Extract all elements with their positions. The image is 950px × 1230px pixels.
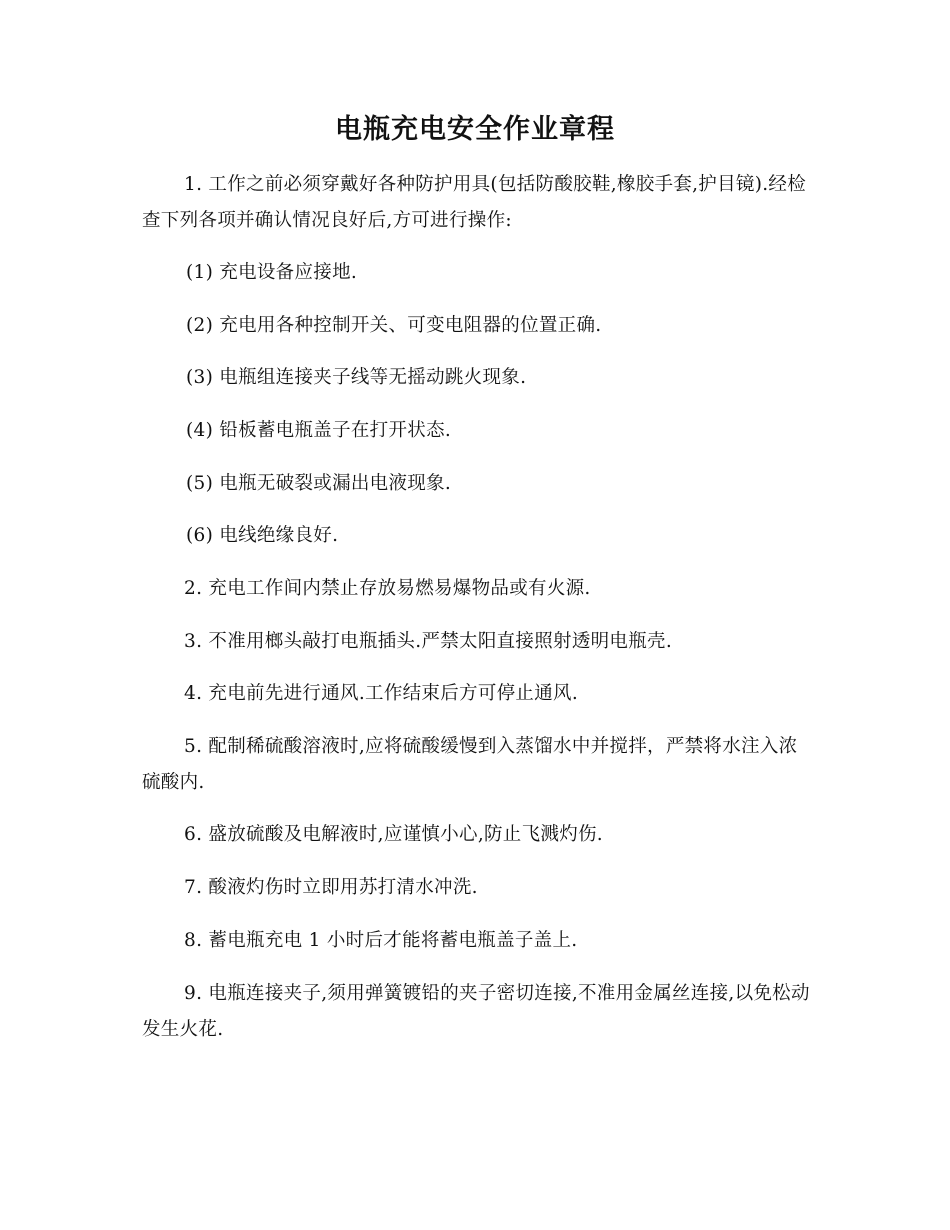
page-title: 电瓶充电安全作业章程 xyxy=(335,114,615,145)
sub-item-5: (5) 电瓶无破裂或漏出电液现象. xyxy=(186,473,452,494)
sub-item-4: (4) 铅板蓄电瓶盖子在打开状态. xyxy=(186,420,452,441)
paragraph-7: 7. 酸液灼伤时立即用苏打清水冲洗. xyxy=(184,877,478,898)
paragraph-6: 6. 盛放硫酸及电解液时,应谨慎小心,防止飞溅灼伤. xyxy=(184,824,603,845)
paragraph-9: 9. 电瓶连接夹子,须用弹簧镀铅的夹子密切连接,不准用金属丝连接,以免松动发生火花. xyxy=(142,983,810,1040)
sub-item-1: (1) 充电设备应接地. xyxy=(186,262,358,283)
paragraph-3: 3. 不准用榔头敲打电瓶插头.严禁太阳直接照射透明电瓶壳. xyxy=(184,631,672,652)
paragraph-1: 1. 工作之前必须穿戴好各种防护用具(包括防酸胶鞋,橡胶手套,护目镜).经检查下列各项并确认情况良好后,方可进行操作: xyxy=(142,174,807,231)
paragraph-4: 4. 充电前先进行通风.工作结束后方可停止通风. xyxy=(184,683,578,704)
paragraph-2: 2. 充电工作间内禁止存放易燃易爆物品或有火源. xyxy=(184,578,591,599)
paragraph-5: 5. 配制稀硫酸溶液时,应将硫酸缓慢到入蒸馏水中并搅拌，严禁将水注入浓硫酸内. xyxy=(142,736,798,793)
sub-item-6: (6) 电线绝缘良好. xyxy=(186,525,339,546)
sub-item-2: (2) 充电用各种控制开关、可变电阻器的位置正确. xyxy=(186,315,602,336)
paragraph-8: 8. 蓄电瓶充电 1 小时后才能将蓄电瓶盖子盖上. xyxy=(184,930,578,951)
sub-item-3: (3) 电瓶组连接夹子线等无摇动跳火现象. xyxy=(186,367,527,388)
